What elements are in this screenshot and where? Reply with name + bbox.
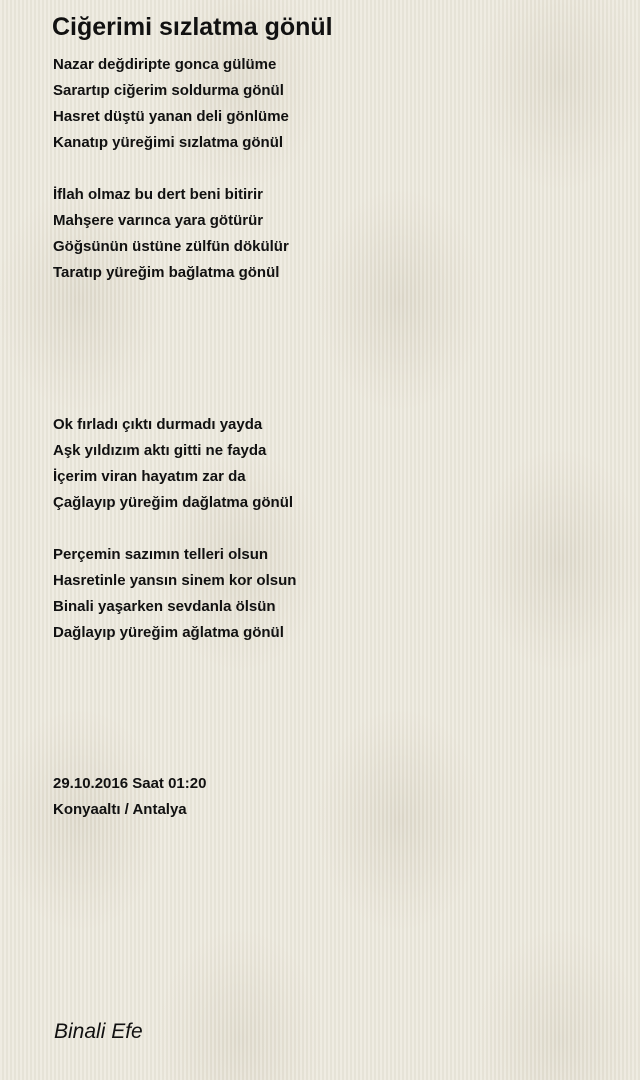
poem-line: Ok fırladı çıktı durmadı yayda: [53, 416, 263, 433]
poem-line: Perçemin sazımın telleri olsun: [53, 546, 269, 563]
poem-line: İçerim viran hayatım zar da: [53, 468, 246, 485]
poem-line: Göğsünün üstüne zülfün dökülür: [53, 238, 289, 255]
poem-line: Sarartıp ciğerim soldurma gönül: [53, 82, 284, 99]
stanza-4: [53, 542, 296, 646]
poem-footer: [53, 771, 206, 823]
poem-location: Konyaaltı / Antalya: [53, 801, 187, 818]
poem-line: Taratıp yüreğim bağlatma gönül: [53, 264, 280, 281]
poem-line: Aşk yıldızım aktı gitti ne fayda: [53, 442, 267, 459]
poem-line: Mahşere varınca yara götürür: [53, 212, 264, 229]
stanza-1: [53, 52, 289, 156]
author-signature: Binali Efe: [54, 1020, 143, 1043]
poem-date: 29.10.2016 ‎Saat 01:20‎: [53, 775, 207, 792]
poem-line: Hasretinle yansın sinem kor olsun: [53, 572, 297, 589]
poem-line: Kanatıp yüreğimi sızlatma gönül: [53, 134, 284, 151]
poem-line: Hasret düştü yanan deli gönlüme: [53, 108, 289, 125]
poem-line: Binali yaşarken sevdanla ölsün: [53, 598, 276, 615]
poem-line: Çağlayıp yüreğim dağlatma gönül: [53, 494, 294, 511]
poem-title: Ciğerimi sızlatma gönül: [52, 13, 333, 41]
poem-line: İflah olmaz bu dert beni bitirir: [53, 186, 264, 203]
poem-line: Nazar değdiripte gonca gülüme: [53, 56, 277, 73]
stanza-3: [53, 412, 293, 516]
poem-line: Dağlayıp yüreğim ağlatma gönül: [53, 624, 284, 641]
stanza-2: [53, 182, 289, 286]
